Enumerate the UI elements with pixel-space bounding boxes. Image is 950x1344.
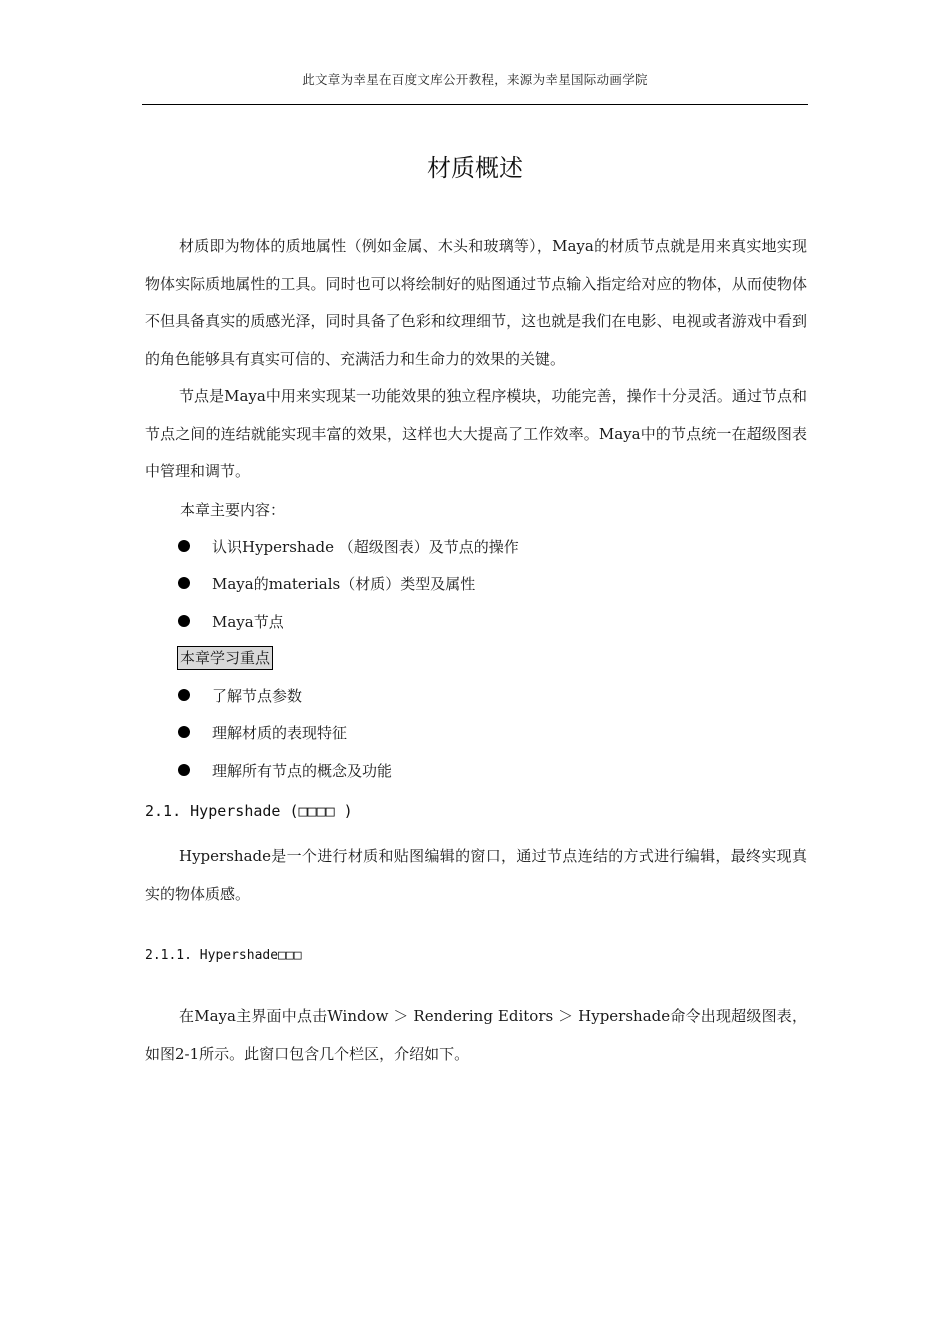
bullet-dot [178,615,190,627]
bullet-dot [178,577,190,589]
bullet-dot [178,540,190,552]
section-2-1-1-paragraph: 在Maya主界面中点击Window ＞ Rendering Editors ＞ Hypershade命令出现超级图表，如图2-1所示。此窗口包含几个栏区，介绍如下。 [145,1007,807,1063]
bullet-dot [178,726,190,738]
key-points-item: 理解材质的表现特征 [212,724,348,742]
key-points-label: 本章学习重点 [177,646,273,670]
document-title: 材质概述 [427,154,523,182]
intro-paragraph-2: 节点是Maya中用来实现某一功能效果的独立程序模块，功能完善，操作十分灵活。通过节点和节点之间的连结就能实现丰富的效果，这样也大大提高了工作效率。Maya中的节点统一在超级图表中管理和调节。 [145,387,807,481]
bullet-dot [178,764,190,776]
intro-paragraph-1: 材质即为物体的质地属性（例如金属、木头和玻璃等），Maya的材质节点就是用来真实地实现物体实际质地属性的工具。同时也可以将绘制好的贴图通过节点输入指定给对应的物体，从而使物体不但具备真实的质感光泽，同时具备了色彩和纹理细节，这也就是我们在电影、电视或者游戏中看到的角色能够具有真实可信的、充满活力和生命力的效果的关键。 [145,237,807,368]
page-header: 此文章为幸星在百度文库公开教程，来源为幸星国际动画学院 [302,72,648,87]
chapter-contents-item: Maya的materials（材质）类型及属性 [212,575,476,593]
section-heading-2-1: 2.1. Hypershade (□□□□ ) [145,802,353,820]
chapter-contents-item: Maya节点 [212,613,284,631]
key-points-item: 理解所有节点的概念及功能 [212,762,393,780]
section-heading-2-1-1: 2.1.1. Hypershade□□□ [145,948,302,963]
section-2-1-paragraph: Hypershade是一个进行材质和贴图编辑的窗口，通过节点连结的方式进行编辑，最终实现真实的物体质感。 [145,847,807,903]
bullet-dot [178,689,190,701]
key-points-item: 了解节点参数 [212,687,303,705]
header-divider [142,104,808,105]
chapter-contents-label: 本章主要内容： [180,501,286,519]
chapter-contents-item: 认识Hypershade （超级图表）及节点的操作 [212,538,519,556]
